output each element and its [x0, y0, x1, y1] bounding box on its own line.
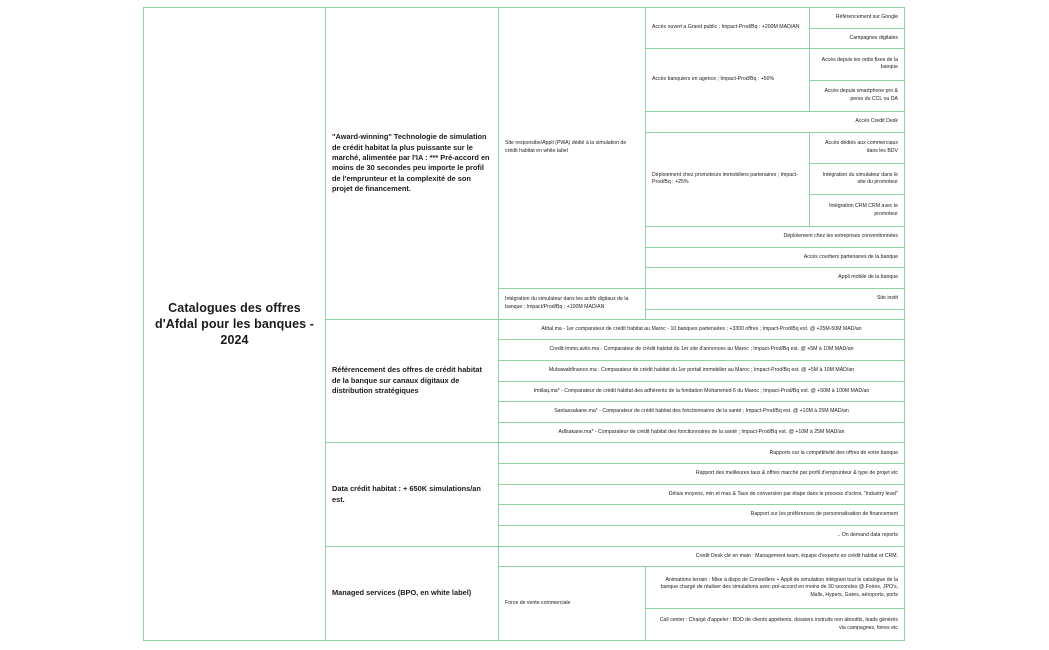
leaf-acces-courtiers: Accès courtiers partenaires de la banque — [646, 247, 905, 268]
list-item-comparateur: Santassakane.ma* - Comparateur de crédit habitat des fonctionnaires de la santé ; Impact-Prod/Bq est. @ +10M à 25M MAD/an — [499, 402, 905, 423]
list-item-data-report: Délais moyens, min et max & Taux de conversion par étape dans le process d'octroi, "industry level" — [499, 484, 905, 505]
list-item-comparateur: Afdal.ma - 1er comparateur de crédit habitat au Maroc - 10 banques partenaires ; +3300 offres ; Impact-Prod/Bq est. @ +25M-50M MAD/an — [499, 319, 905, 340]
list-item-data-report: .. On demand data reports — [499, 526, 905, 547]
list-item-comparateur: Imtilaq.ma* - Comparateur de crédit habitat des adhérents de la fondation Mohammed 6 du Maroc ; Impact-Prod/Bq est. @ +50M à 100M MAD/an — [499, 381, 905, 402]
channel-site-white-label: Site responsibe/Appli (PWA) dédié à la simulation de crédit habitat en white label — [499, 8, 646, 289]
list-item-comparateur: Adlsakane.ma* - Comparateur de crédit habitat des fonctionnaires de la santé ; Impact-Prod/Bq est. @ +10M à 25M MAD/an — [499, 422, 905, 443]
leaf-entreprises-conventionnees: Déploiement chez les entreprises conventionnées — [646, 226, 905, 247]
offer-catalogue-matrix — [143, 7, 905, 641]
leaf-appli-mobile-banque: Appli mobile de la banque — [646, 268, 905, 289]
leaf-campagnes-digitales: Campagnes digitales — [810, 28, 905, 49]
family-referencement: Référencement des offres de crédit habitat de la banque sur canaux digitaux de distribution stratégiques — [326, 319, 499, 443]
spacer-cell — [646, 309, 905, 319]
leaf-call-center: Call center : Chargé d'appeler : BDD de clients appétents, dossiers instruits non aboutits, leads générés via campagnes, foires etc — [646, 609, 905, 641]
table-row — [144, 8, 905, 29]
channel-force-de-vente: Force de vente commerciale — [499, 567, 646, 641]
subchannel-promoteurs-immobiliers: Déploiement chez promoteurs immobiliers partenaires ; Impact-Prod/Bq : +25% — [646, 132, 810, 226]
list-item-data-report: Rapport des meilleures taux & offres marché par profil d'emprunteur & type de projet etc — [499, 464, 905, 485]
leaf-integration-crm-promoteur: Intégration CRM CRM avec le promoteur — [810, 195, 905, 226]
list-item-data-report: Rapports sur la compétitivité des offres de votre banque — [499, 443, 905, 464]
leaf-acces-credit-desk: Accès Credit Desk — [646, 112, 905, 133]
list-item-data-report: Rapport sur les préférences de personnalisation de financement — [499, 505, 905, 526]
family-managed-services: Managed services (BPO, en white label) — [326, 546, 499, 640]
leaf-acces-ordis-fixes: Accès depuis les ordis fixes de la banque — [810, 49, 905, 80]
leaf-credit-desk-cle-en-main: Credit Desk clé en main : Management team, équipe d'experts en crédit habitat et CRM. — [499, 546, 905, 567]
leaf-referencement-google: Référencement sur Google — [810, 8, 905, 29]
leaf-animations-terrain: Animations terrain : Mise à dispo de Conseillers + Appli de simulation intégrant tout le catalogue de la banque chargé de réaliser des simulations avec pré-accord en moins de 30 secondes @ Foires, JPO's, Malls, Hypers, Gares, aéroports, ports — [646, 567, 905, 609]
page-title: Catalogues des offres d'Afdal pour les banques - 2024 — [144, 8, 326, 641]
channel-integration-actifs-digitaux: Intégration du simulateur dans les actifs digitaux de la banque ; Impact/Prod/Bq : +100M MAD/AN — [499, 288, 646, 319]
family-technologie: "Award-winning" Technologie de simulation de crédit habitat la plus puissante sur le marché, alimentée par l'IA : *** Pré-accord en moins de 30 secondes peu importe le profil de l'emprunteur et la complexité de son projet de financement. — [326, 8, 499, 320]
leaf-acces-smartphone: Accès depuis smartphone pro & perso du CCL ou DA — [810, 80, 905, 111]
family-data-credit-habitat: Data crédit habitat : + 650K simulations/an est. — [326, 443, 499, 546]
subchannel-grand-public: Accès ouvert a Grand public ; Impact-Prod/Bq : +200M MAD/AN — [646, 8, 810, 49]
leaf-integration-simulateur-promoteur: Intégration du simulateur dans le site du promoteur — [810, 164, 905, 195]
list-item-comparateur: Credit-Immo.avito.ma - Comparateur de crédit habitat du 1er site d'annonces au Maroc ; Impact-Prod/Bq est. @ +5M à 10M MAD/an — [499, 340, 905, 361]
list-item-comparateur: Mubawabfinance.ma : Comparateur de crédit habitat du 1er portail immobilier au Maroc ; Impact-Prod/Bq est. @ +5M à 10M MAD/an — [499, 360, 905, 381]
leaf-acces-commerciaux-bdv: Accès dédiés aux commerciaux dans les BDV — [810, 132, 905, 163]
leaf-site-instit: Site instit — [646, 288, 905, 309]
subchannel-banquiers-agence: Accès banquiers en agence ; Impact-Prod/Bq : +50% — [646, 49, 810, 112]
